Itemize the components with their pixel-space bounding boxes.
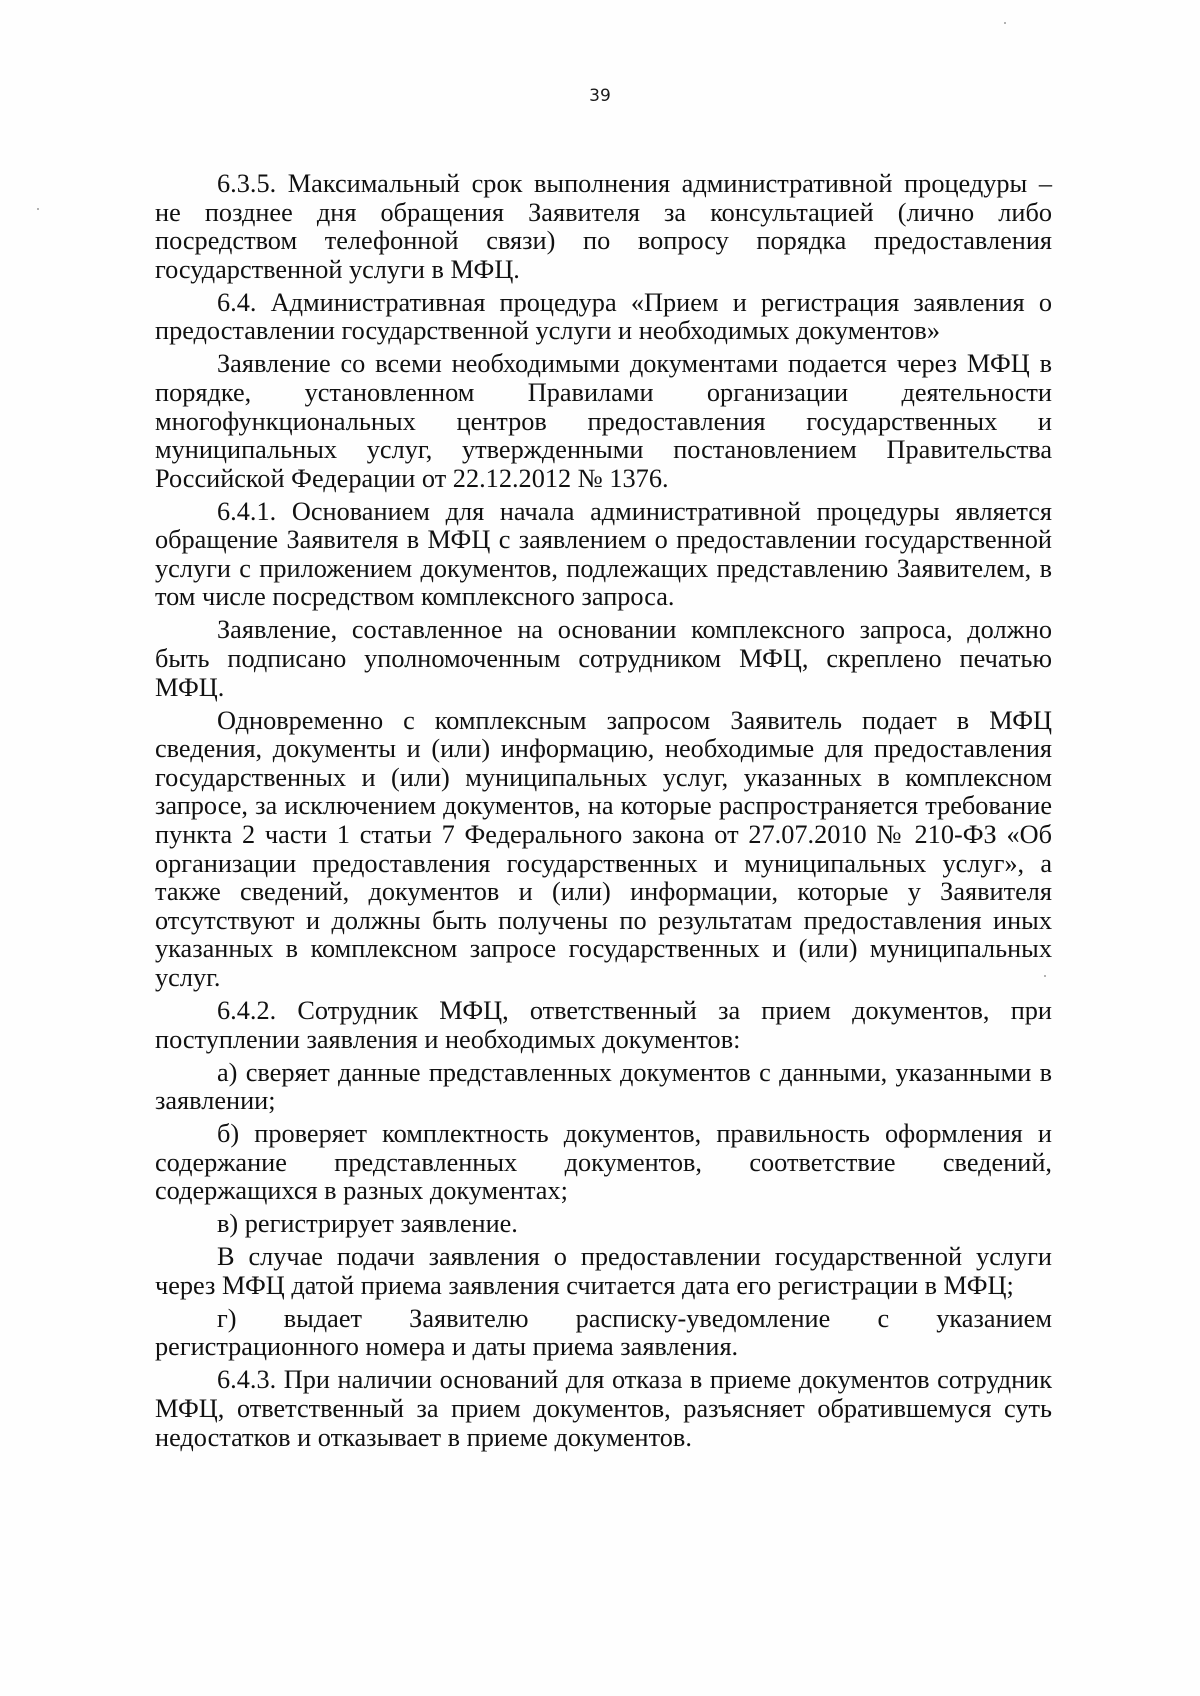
list-item-v: в) регистрирует заявление. bbox=[217, 1209, 518, 1239]
scan-speck bbox=[1044, 975, 1046, 977]
paragraph-6-4-heading: 6.4. Административная процедура «Прием и регистрация заявления о предоставлении государственной услуги и необходимых документов» bbox=[155, 287, 1052, 346]
paragraph-6-4-3: 6.4.3. При наличии оснований для отказа в приеме документов сотрудник МФЦ, ответственный за прием документов, разъясняет обратившемуся суть недостатков и отказывает в приеме документов. bbox=[155, 1365, 1052, 1452]
list-item-g: г) выдает Заявителю расписку-уведомление с указанием регистрационного номера и даты приема заявления. bbox=[155, 1303, 1052, 1362]
list-item-b: б) проверяет комплектность документов, правильность оформления и содержание представленных документов, соответствие сведений, содержащихся в разных документах; bbox=[155, 1119, 1052, 1206]
document-body bbox=[155, 170, 1052, 1457]
scan-speck bbox=[37, 208, 39, 210]
paragraph-6-4-1: 6.4.1. Основанием для начала административной процедуры является обращение Заявителя в МФЦ с заявлением о предоставлении государственной услуги с приложением документов, подлежащих представлению Заявителем, в том числе посредством комплексного запроса. bbox=[155, 496, 1052, 612]
paragraph-reception-date: В случае подачи заявления о предоставлении государственной услуги через МФЦ датой приема заявления считается дата его регистрации в МФЦ; bbox=[155, 1242, 1052, 1300]
paragraph-complex-request-signing: Заявление, составленное на основании комплексного запроса, должно быть подписано уполномоченным сотрудником МФЦ, скреплено печатью МФЦ. bbox=[155, 615, 1052, 702]
paragraph-6-4-2: 6.4.2. Сотрудник МФЦ, ответственный за прием документов, при поступлении заявления и необходимых документов: bbox=[155, 995, 1052, 1054]
paragraph-complex-request-documents: Одновременно с комплексным запросом Заявитель подает в МФЦ сведения, документы и (или) информацию, необходимые для предоставления государственных и (или) муниципальных услуг, указанных в комплексном запросе, за исключением документов, на которые распространяется требование пункта 2 части 1 статьи 7 Федерального закона от 27.07.2010 № 210-ФЗ «Об организации предоставления государственных и муниципальных услуг», а также сведений, документов и (или) информации, которые у Заявителя отсутствуют и должны быть получены по результатам предоставления иных указанных в комплексном запросе государственных и (или) муниципальных услуг. bbox=[155, 705, 1052, 992]
list-item-a: а) сверяет данные представленных документов с данными, указанными в заявлении; bbox=[155, 1057, 1052, 1116]
page-number: 39 bbox=[589, 86, 611, 106]
paragraph-application-submission: Заявление со всеми необходимыми документами подается через МФЦ в порядке, установленном Правилами организации деятельности многофункциональных центров предоставления государственных и муниципальных услуг, утвержденными постановлением Правительства Российской Федерации от 22.12.2012 № 1376. bbox=[155, 349, 1052, 493]
scan-speck bbox=[1004, 22, 1006, 24]
paragraph-6-3-5: 6.3.5. Максимальный срок выполнения административной процедуры – не позднее дня обращения Заявителя за консультацией (лично либо посредством телефонной связи) по вопросу порядка предоставления государственной услуги в МФЦ. bbox=[155, 169, 1052, 284]
